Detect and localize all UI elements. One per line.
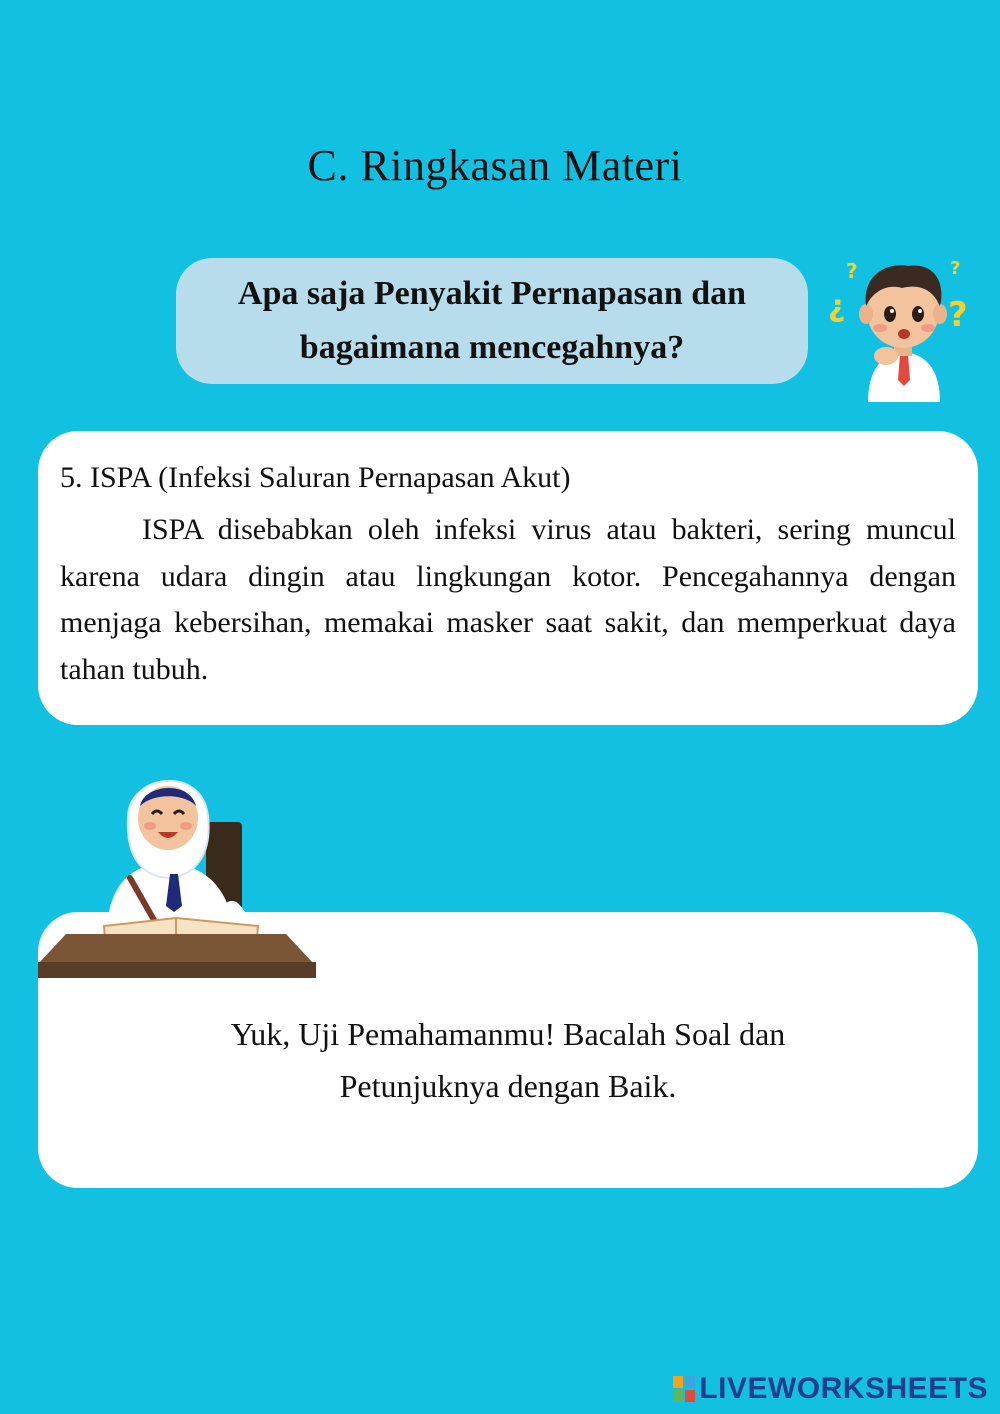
quiz-message (38, 1008, 978, 1112)
liveworksheets-logo-icon (673, 1376, 695, 1402)
brand-name: LIVEWORKSHEETS (699, 1372, 988, 1405)
quiz-message-line-2: Petunjuknya dengan Baik. (339, 1068, 677, 1104)
svg-text:?: ? (950, 258, 961, 279)
svg-text:?: ? (948, 295, 968, 335)
footer-logo[interactable] (673, 1372, 988, 1406)
page-title: C. Ringkasan Materi (307, 141, 683, 190)
svg-text:?: ? (846, 259, 858, 283)
writing-student-illustration (36, 754, 321, 980)
thinking-boy-illustration (828, 244, 978, 402)
section-heading: 5. ISPA (Infeksi Saluran Pernapasan Akut) (60, 461, 571, 494)
quiz-message-line-1: Yuk, Uji Pemahamanmu! Bacalah Soal dan (230, 1016, 786, 1052)
section-paragraph: ISPA disebabkan oleh infeksi virus atau bakteri, sering muncul karena udara dingin atau lingkungan kotor. Pencegahannya dengan menjaga kebersihan, memakai masker saat sakit, dan memperkuat daya tahan tubuh. (60, 513, 956, 686)
question-text: Apa saja Penyakit Pernapasan dan bagaimana mencegahnya? (237, 275, 747, 366)
disease-info-card (38, 431, 978, 725)
svg-text:¿: ¿ (828, 289, 846, 324)
question-bubble (176, 258, 808, 384)
